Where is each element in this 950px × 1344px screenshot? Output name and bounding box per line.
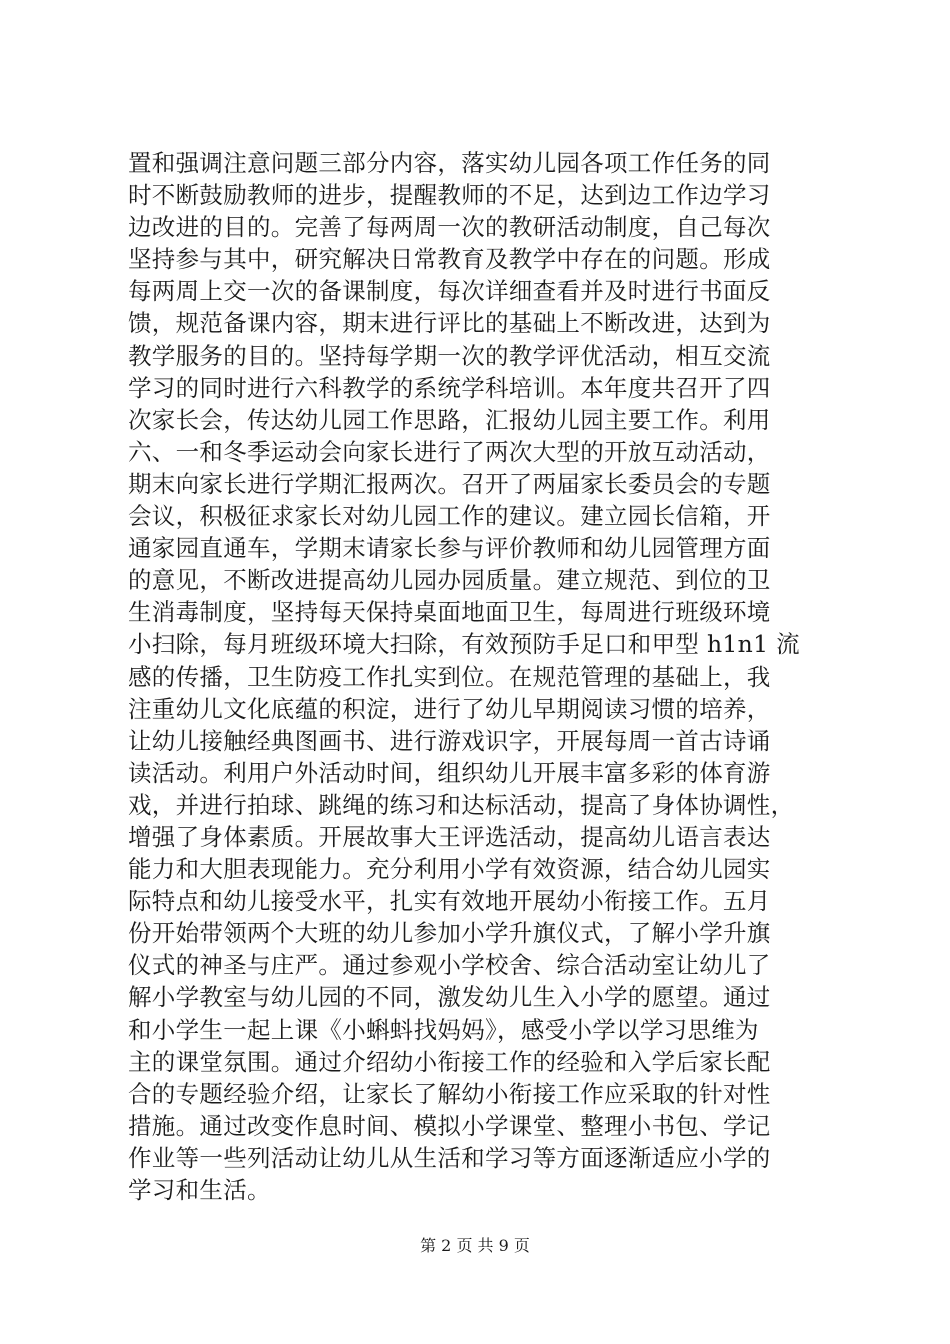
text-line: 让幼儿接触经典图画书、进行游戏识字，开展每周一首古诗诵 xyxy=(128,726,771,755)
text-line: 时不断鼓励教师的进步，提醒教师的不足，达到边工作边学习 xyxy=(128,181,771,210)
text-line: 馈，规范备课内容，期末进行评比的基础上不断改进，达到为 xyxy=(128,309,771,338)
text-line: 能力和大胆表现能力。充分利用小学有效资源，结合幼儿园实 xyxy=(128,855,771,884)
text-line: 小扫除，每月班级环境大扫除，有效预防手足口和甲型 h1n1 流 xyxy=(128,630,800,659)
page-footer: 第 2 页 共 9 页 xyxy=(420,1236,530,1255)
text-line: 读活动。利用户外活动时间，组织幼儿开展丰富多彩的体育游 xyxy=(128,758,771,787)
text-line: 期末向家长进行学期汇报两次。召开了两届家长委员会的专题 xyxy=(128,469,771,498)
text-line: 六、一和冬季运动会向家长进行了两次大型的开放互动活动， xyxy=(128,437,771,466)
text-line: 会议，积极征求家长对幼儿园工作的建议。建立园长信箱，开 xyxy=(128,502,771,531)
text-line: 感的传播，卫生防疫工作扎实到位。在规范管理的基础上，我 xyxy=(128,662,771,691)
text-line: 解小学教室与幼儿园的不同，激发幼儿生入小学的愿望。通过 xyxy=(128,983,771,1012)
text-line: 戏，并进行拍球、跳绳的练习和达标活动，提高了身体协调性， xyxy=(128,790,795,819)
text-line: 学习和生活。 xyxy=(128,1176,271,1204)
text-line: 仪式的神圣与庄严。通过参观小学校舍、综合活动室让幼儿了 xyxy=(128,951,771,980)
text-line: 增强了身体素质。开展故事大王评选活动，提高幼儿语言表达 xyxy=(128,822,771,851)
text-line: 和小学生一起上课《小蝌蚪找妈妈》，感受小学以学习思维为 xyxy=(128,1015,759,1044)
text-line: 坚持参与其中，研究解决日常教育及教学中存在的问题。形成 xyxy=(128,245,771,274)
text-line: 通家园直通车，学期末请家长参与评价教师和幼儿园管理方面 xyxy=(128,534,771,563)
text-line: 措施。通过改变作息时间、模拟小学课堂、整理小书包、学记 xyxy=(128,1111,771,1140)
text-line: 的意见，不断改进提高幼儿园办园质量。建立规范、到位的卫 xyxy=(128,566,771,595)
text-line: 边改进的目的。完善了每两周一次的教研活动制度，自己每次 xyxy=(128,213,771,242)
text-line: 置和强调注意问题三部分内容，落实幼儿园各项工作任务的同 xyxy=(128,149,771,177)
body-text xyxy=(128,147,848,1206)
text-line: 合的专题经验介绍，让家长了解幼小衔接工作应采取的针对性 xyxy=(128,1079,771,1108)
text-line: 次家长会，传达幼儿园工作思路，汇报幼儿园主要工作。利用 xyxy=(128,405,771,434)
text-line: 份开始带领两个大班的幼儿参加小学升旗仪式，了解小学升旗 xyxy=(128,919,771,948)
text-line: 学习的同时进行六科教学的系统学科培训。本年度共召开了四 xyxy=(128,373,771,402)
text-line: 每两周上交一次的备课制度，每次详细查看并及时进行书面反 xyxy=(128,277,771,306)
text-line: 际特点和幼儿接受水平，扎实有效地开展幼小衔接工作。五月 xyxy=(128,887,771,916)
text-line: 主的课堂氛围。通过介绍幼小衔接工作的经验和入学后家长配 xyxy=(128,1047,771,1076)
text-line: 注重幼儿文化底蕴的积淀，进行了幼儿早期阅读习惯的培养， xyxy=(128,694,771,723)
text-line: 教学服务的目的。坚持每学期一次的教学评优活动，相互交流 xyxy=(128,341,771,370)
text-line: 生消毒制度，坚持每天保持桌面地面卫生，每周进行班级环境 xyxy=(128,598,771,627)
text-line: 作业等一些列活动让幼儿从生活和学习等方面逐渐适应小学的 xyxy=(128,1143,771,1172)
